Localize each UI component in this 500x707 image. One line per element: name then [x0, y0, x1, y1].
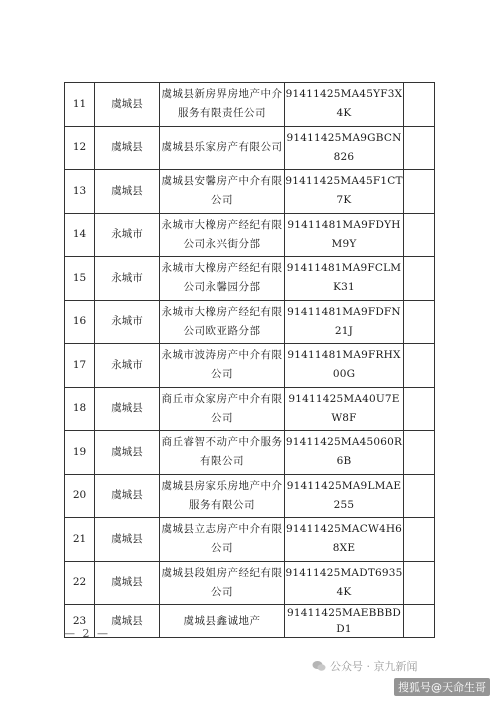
table-row	[65, 474, 435, 518]
registry-table	[64, 82, 435, 638]
row-extra-cell	[404, 605, 435, 638]
row-company-name: 虞城县安馨房产中介有限公司	[160, 170, 285, 214]
row-credit-code: 91411425MAEBBBDD1	[285, 605, 404, 638]
row-company-name: 虞城县乐家房产有限公司	[160, 126, 285, 170]
row-credit-code: 91411481MA9FDFN21J	[285, 300, 404, 344]
row-area: 永城市	[95, 344, 160, 388]
table-row	[65, 431, 435, 475]
watermark-line2: 搜狐号@天命生哥	[394, 678, 490, 696]
row-extra-cell	[404, 431, 435, 475]
row-extra-cell	[404, 300, 435, 344]
watermark	[300, 658, 490, 698]
row-credit-code: 91411425MADT69354K	[285, 561, 404, 605]
row-number: 17	[65, 344, 95, 388]
row-area: 虞城县	[95, 126, 160, 170]
row-company-name: 永城市波涛房产中介有限公司	[160, 344, 285, 388]
table-row	[65, 518, 435, 562]
table-row	[65, 344, 435, 388]
row-area: 永城市	[95, 213, 160, 257]
row-area: 虞城县	[95, 605, 160, 638]
row-credit-code: 91411425MA9GBCN826	[285, 126, 404, 170]
row-company-name: 永城市大橡房产经纪有限公司永兴街分部	[160, 213, 285, 257]
row-number: 23	[65, 605, 95, 638]
row-credit-code: 91411425MA40U7EW8F	[285, 387, 404, 431]
table-row	[65, 83, 435, 127]
row-credit-code: 91411481MA9FRHX00G	[285, 344, 404, 388]
row-number: 13	[65, 170, 95, 214]
row-number: 18	[65, 387, 95, 431]
row-extra-cell	[404, 213, 435, 257]
row-company-name: 永城市大橡房产经纪有限公司欧亚路分部	[160, 300, 285, 344]
row-number: 14	[65, 213, 95, 257]
row-area: 虞城县	[95, 431, 160, 475]
page-number: — 2 —	[64, 627, 110, 640]
row-area: 虞城县	[95, 170, 160, 214]
table-row	[65, 605, 435, 638]
row-extra-cell	[404, 561, 435, 605]
row-number: 16	[65, 300, 95, 344]
wechat-icon	[312, 660, 326, 672]
row-number: 22	[65, 561, 95, 605]
row-company-name: 商丘睿智不动产中介服务有限公司	[160, 431, 285, 475]
row-extra-cell	[404, 518, 435, 562]
row-number: 21	[65, 518, 95, 562]
row-extra-cell	[404, 83, 435, 127]
row-company-name: 商丘市众家房产中介有限公司	[160, 387, 285, 431]
row-number: 20	[65, 474, 95, 518]
row-credit-code: 91411425MA45060R6B	[285, 431, 404, 475]
row-area: 永城市	[95, 257, 160, 301]
row-credit-code: 91411425MA45F1CT7K	[285, 170, 404, 214]
table-row	[65, 126, 435, 170]
registry-table-body	[65, 83, 435, 638]
row-company-name: 永城市大橡房产经纪有限公司永馨园分部	[160, 257, 285, 301]
row-credit-code: 91411425MA45YF3X4K	[285, 83, 404, 127]
table-row	[65, 170, 435, 214]
table-row	[65, 387, 435, 431]
row-area: 虞城县	[95, 83, 160, 127]
row-area: 虞城县	[95, 561, 160, 605]
row-company-name: 虞城县段姐房产经纪有限公司	[160, 561, 285, 605]
row-area: 虞城县	[95, 387, 160, 431]
row-company-name: 虞城县房家乐房地产中介服务有限公司	[160, 474, 285, 518]
row-number: 15	[65, 257, 95, 301]
row-credit-code: 91411425MACW4H68XE	[285, 518, 404, 562]
row-credit-code: 91411481MA9FCLMK31	[285, 257, 404, 301]
row-number: 19	[65, 431, 95, 475]
table-row	[65, 300, 435, 344]
row-company-name: 虞城县立志房产中介有限公司	[160, 518, 285, 562]
table-row	[65, 257, 435, 301]
row-extra-cell	[404, 474, 435, 518]
row-area: 永城市	[95, 300, 160, 344]
row-area: 虞城县	[95, 474, 160, 518]
row-extra-cell	[404, 387, 435, 431]
row-extra-cell	[404, 170, 435, 214]
row-number: 12	[65, 126, 95, 170]
row-area: 虞城县	[95, 518, 160, 562]
row-number: 11	[65, 83, 95, 127]
row-extra-cell	[404, 257, 435, 301]
watermark-line1: 公众号 · 京九新闻	[330, 660, 418, 673]
row-credit-code: 91411481MA9FDYHM9Y	[285, 213, 404, 257]
row-extra-cell	[404, 344, 435, 388]
row-company-name: 虞城县新房界房地产中介服务有限责任公司	[160, 83, 285, 127]
row-company-name: 虞城县鑫诚地产	[160, 605, 285, 638]
watermark-wechat	[312, 658, 418, 674]
table-row	[65, 213, 435, 257]
row-extra-cell	[404, 126, 435, 170]
table-row	[65, 561, 435, 605]
row-credit-code: 91411425MA9LMAE255	[285, 474, 404, 518]
